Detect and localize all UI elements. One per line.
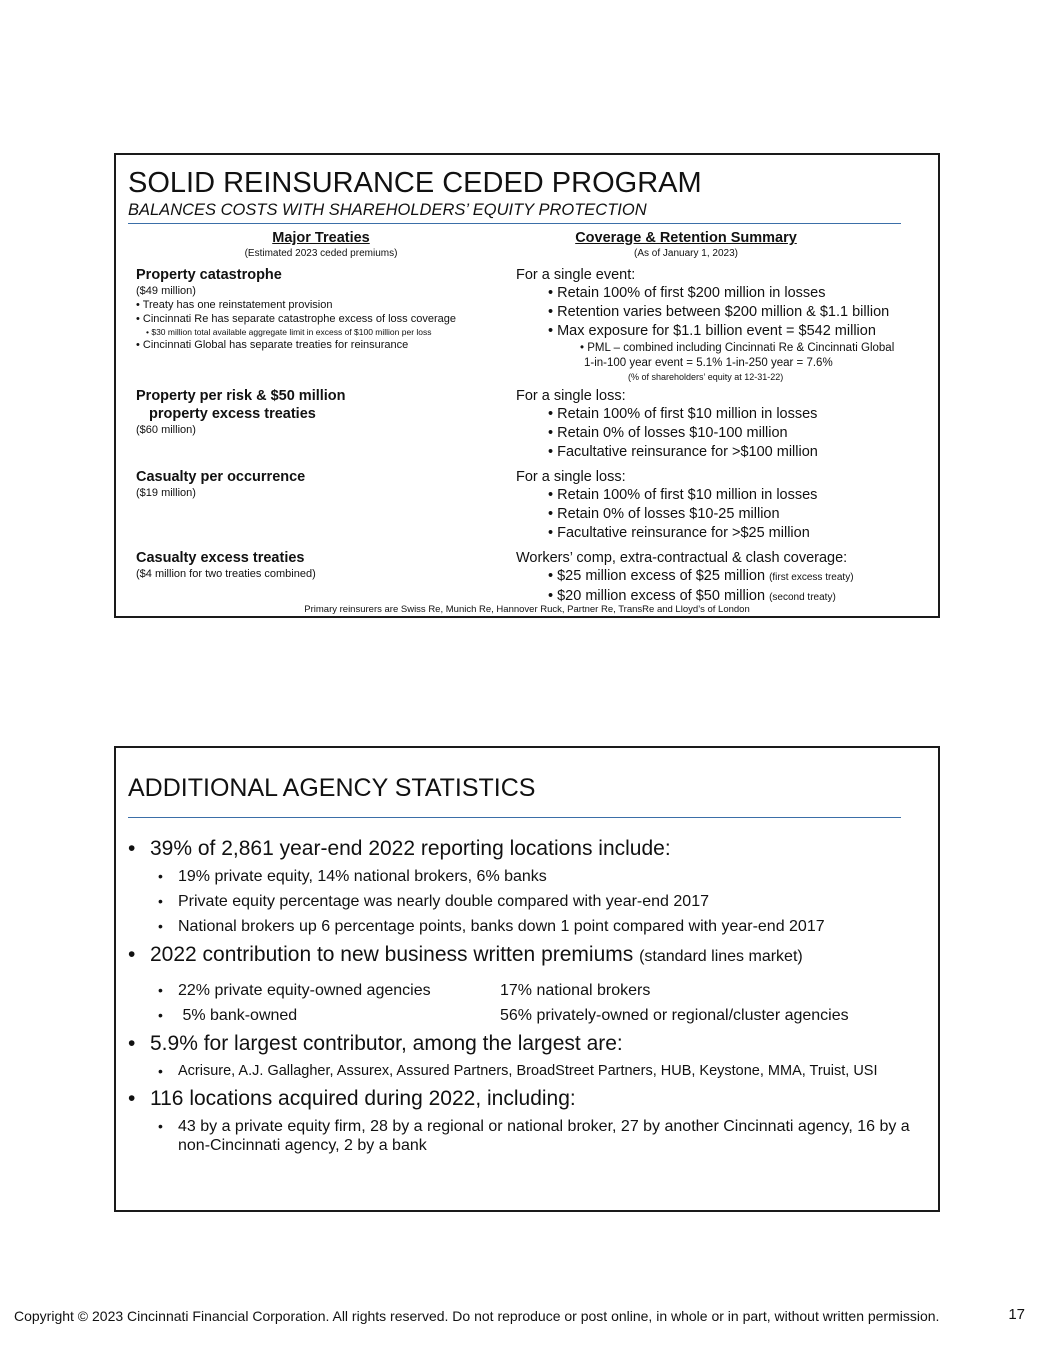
coverage-point: • Retain 100% of first $200 million in losses [548,285,826,301]
pml-values: 1-in-100 year event = 5.1% 1-in-250 year = 7.6% [584,357,833,369]
bullet-reporting-locations: • 39% of 2,861 year-end 2022 reporting locations include: [128,836,918,862]
coverage-point: • Retain 100% of first $10 million in losses [548,406,818,422]
treaty-premium: ($49 million) [136,285,196,297]
contribution-right: 17% national brokers [500,982,651,999]
treaty-premium: ($19 million) [136,487,196,499]
coverage-summary-header [556,230,816,260]
coverage-point [516,567,936,587]
contribution-right: 56% privately-owned or regional/cluster agencies [500,1007,849,1024]
coverage-single-event [516,266,936,383]
reinsurance-slide [114,153,940,618]
treaty-detail: • Cincinnati Re has separate catastrophe excess of loss coverage [136,313,456,325]
sub-bullet: • National brokers up 6 percentage points, banks down 1 point compared with year-end 2017 [128,917,918,936]
agency-statistics-slide [114,746,940,1212]
coverage-point-note: (first excess treaty) [769,572,854,583]
bullet-text: 2022 contribution to new business written premiums [150,943,634,966]
slide-title: SOLID REINSURANCE CEDED PROGRAM [128,167,702,199]
treaty-casualty-excess [136,549,506,581]
title-divider [128,817,901,818]
coverage-point: • Retain 0% of losses $10-25 million [548,506,780,522]
treaty-name: Casualty excess treaties [136,550,305,566]
sub-bullet: • 43 by a private equity firm, 28 by a regional or national broker, 27 by another Cincinnati agency, 16 by a non-Cincinnati agency, 2 by a bank [128,1117,918,1155]
bullet-largest-contributor: • 5.9% for largest contributor, among the largest are: [128,1031,918,1057]
coverage-point: • Retain 0% of losses $10-100 million [548,425,788,441]
column-heading: Major Treaties [272,230,370,246]
copyright-notice: Copyright © 2023 Cincinnati Financial Corporation. All rights reserved. Do not reproduce or post online, in whole or in part, without written permission. [14,1308,940,1324]
pml-note: (% of shareholders’ equity at 12-31-22) [628,372,784,382]
coverage-intro: For a single loss: [516,469,626,485]
column-heading: Coverage & Retention Summary [575,230,797,246]
treaty-name: Casualty per occurrence [136,469,306,485]
major-treaties-header [221,230,421,260]
slide-subtitle: BALANCES COSTS WITH SHAREHOLDERS’ EQUITY PROTECTION [128,201,647,219]
coverage-point: • Facultative reinsurance for >$100 million [548,444,818,460]
sub-bullet [128,981,918,1000]
treaty-name: Property catastrophe [136,267,282,283]
slide-title: ADDITIONAL AGENCY STATISTICS [128,774,536,802]
sub-bullet: • 19% private equity, 14% national brokers, 6% banks [128,867,918,886]
treaty-detail: • Treaty has one reinstatement provision [136,299,333,311]
statistics-list [128,836,918,1161]
coverage-point: • Max exposure for $1.1 billion event = $542 million [548,323,876,339]
treaty-property-catastrophe [136,266,506,352]
coverage-workers-comp [516,549,936,607]
coverage-point-note: (second treaty) [769,592,836,603]
coverage-point-text: • $20 million excess of $50 million [548,588,766,604]
treaty-casualty-per-occurrence [136,468,506,500]
sub-bullet [128,1006,918,1025]
pml-point: • PML – combined including Cincinnati Re & Cincinnati Global [580,342,895,354]
coverage-intro: Workers’ comp, extra-contractual & clash coverage: [516,550,848,566]
coverage-point: • Retention varies between $200 million & $1.1 billion [548,304,890,320]
sub-bullet: • Acrisure, A.J. Gallagher, Assurex, Assured Partners, BroadStreet Partners, HUB, Keystone, MMA, Truist, USI [128,1062,918,1080]
treaty-premium: ($4 million for two treaties combined) [136,568,316,580]
coverage-intro: For a single event: [516,267,636,283]
treaty-name: Property per risk & $50 million [136,388,346,404]
coverage-point: • Facultative reinsurance for >$25 million [548,525,810,541]
column-subheading: (Estimated 2023 ceded premiums) [244,248,398,259]
coverage-single-loss-casualty [516,468,936,543]
contribution-left: 22% private equity-owned agencies [178,982,431,999]
bullet-contribution [128,942,918,970]
treaty-property-per-risk [136,387,506,437]
bullet-acquisitions: • 116 locations acquired during 2022, including: [128,1086,918,1112]
coverage-point-text: • $25 million excess of $25 million [548,568,766,584]
bullet-note: (standard lines market) [639,948,803,965]
treaty-premium: ($60 million) [136,424,196,436]
coverage-point: • Retain 100% of first $10 million in losses [548,487,818,503]
coverage-intro: For a single loss: [516,388,626,404]
reinsurers-footnote: Primary reinsurers are Swiss Re, Munich Re, Hannover Ruck, Partner Re, TransRe and Lloyd’s of London [304,604,750,615]
sub-bullet: • Private equity percentage was nearly double compared with year-end 2017 [128,892,918,911]
contribution-left: 5% bank-owned [178,1007,298,1024]
page-number: 17 [1008,1306,1025,1323]
coverage-single-loss-property [516,387,936,462]
treaty-detail-small: • $30 million total available aggregate limit in excess of $100 million per loss [146,327,432,337]
treaty-detail: • Cincinnati Global has separate treaties for reinsurance [136,339,409,351]
column-subheading: (As of January 1, 2023) [634,248,738,259]
title-divider [128,223,901,224]
treaty-name-cont: property excess treaties [149,406,316,422]
